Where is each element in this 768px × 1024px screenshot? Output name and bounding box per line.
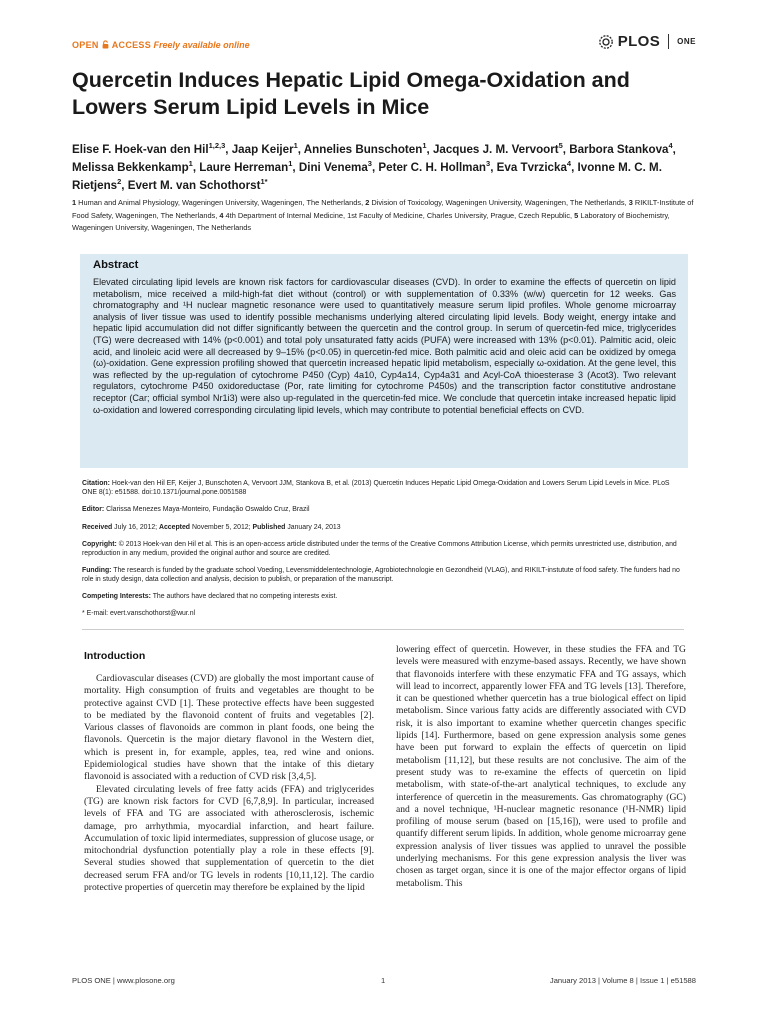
published-label: Published	[252, 524, 286, 531]
competing-label: Competing Interests:	[82, 593, 151, 600]
abstract-text: Elevated circulating lipid levels are known risk factors for cardiovascular diseases (CVD). In order to examine the effects of quercetin on lipid metabolism, mice received a mild-high-fat diet without (control) or with supplementation of 0.33% (w/w) quercetin for 12 weeks. Gas chromatography and ¹H nuclear magnetic resonance were used to quantitatively measure serum lipid profiles. Whole genome microarray analysis of liver tissue was used to identify possible mechanisms underlying altered circulating lipid levels. Body weight, energy intake and hepatic lipid accumulation did not differ significantly between the quercetin and the control group. In serum of quercetin-fed mice, triglycerides (TG) were decreased with 14% (p<0.001) and total poly unsaturated fatty acids (PUFA) were increased with 13% (p<0.01). Palmitic acid, oleic acid, and linoleic acid were all decreased by 9–15% (p<0.05) in quercetin-fed mice. Both palmitic acid and oleic acid can be oxidized by omega (ω)-oxidation. Gene expression profiling showed that quercetin increased hepatic lipid metabolism, especially ω-oxidation. At the gene level, this was reflected by the up-regulation of cytochrome P450 (Cyp) 4a10, Cyp4a14, Cyp4a31 and Acyl-CoA thioesterase 3 (Acot3). Two relevant regulators, cytochrome P450 oxidoreductase (Por, rate limiting for cytochrome P450s) and the transcription factor constitutive androstane receptor (Car; official symbol Nr1i3) were also up-regulated in the quercetin-fed mice. We conclude that quercetin intake increased hepatic lipid ω-oxidation and lowered corresponding circulating lipid levels, which may contribute to potential beneficial effects on CVD.	[93, 277, 676, 415]
affiliation-number: 3	[628, 198, 635, 207]
affiliation-number: 4	[219, 210, 226, 220]
introduction-heading: Introduction	[84, 650, 146, 662]
author-name: Barbora Stankova	[569, 143, 669, 156]
copyright-label: Copyright:	[82, 541, 117, 548]
affiliation-number: 5	[574, 210, 581, 220]
access-label: ACCESS	[111, 40, 152, 50]
author-affiliation-marker: 3	[486, 159, 491, 169]
editor-text: Clarissa Menezes Maya-Monteiro, Fundação Oswaldo Cruz, Brazil	[104, 506, 310, 513]
author-name: Annelies Bunschoten	[303, 143, 423, 156]
intro-paragraph-1: Cardiovascular diseases (CVD) are globally the most important cause of mortality. High consumption of fruits and vegetables are thought to be protective against CVD [1]. These protective effects have been suggested to be mediated by the flavonoid content of fruits and vegetables [2]. Various classes of flavonoids are common in plant foods, one being the flavonols. Quercetin is the major dietary flavonol in the Western diet, which is present in, for example, apples, tea, red wine and onions. Epidemiological studies have shown that the intake of this dietary flavonoid is associated with a reduction of CVD risk [3,4,5].	[84, 673, 374, 783]
affiliation-number: 1	[72, 198, 79, 207]
copyright	[82, 540, 684, 558]
affiliations	[72, 197, 712, 235]
received-date: July 16, 2012;	[112, 524, 159, 531]
accepted-date: November 5, 2012;	[190, 524, 253, 531]
author-affiliation-marker: 1*	[260, 177, 268, 187]
author-name: Elise F. Hoek-van den Hil	[72, 143, 209, 156]
open-access-banner	[72, 40, 250, 50]
freely-available-label: Freely available online	[153, 40, 250, 50]
footer-issue: January 2013 | Volume 8 | Issue 1 | e51588	[549, 976, 696, 985]
author-affiliation-marker: 4	[668, 141, 673, 151]
competing-interests	[82, 592, 684, 601]
copyright-text: © 2013 Hoek-van den Hil et al. This is an open-access article distributed under the terms of the Creative Commons Attribution License, which permits unrestricted use, distribution, and reproduction in any medium, provided the original author and source are credited.	[82, 541, 677, 557]
received-label: Received	[82, 524, 113, 531]
funding	[82, 566, 684, 584]
open-label: OPEN	[72, 40, 99, 50]
author-affiliation-marker: 2	[117, 177, 122, 187]
author-affiliation-marker: 3	[367, 159, 372, 169]
competing-text: The authors have declared that no competing interests exist.	[150, 593, 338, 600]
journal-name: ONE	[677, 37, 696, 46]
editor-label: Editor:	[82, 506, 105, 513]
right-column	[396, 644, 686, 890]
author-affiliation-marker: 1	[293, 141, 298, 151]
citation-label: Citation:	[82, 480, 110, 487]
published-date: January 24, 2013	[285, 524, 341, 531]
author-name: Jacques J. M. Vervoort	[432, 143, 559, 156]
section-divider	[82, 629, 684, 630]
dates	[82, 523, 684, 532]
author-name: Dini Venema	[298, 161, 368, 174]
author-name: Laure Herreman	[199, 161, 289, 174]
intro-paragraph-2: Elevated circulating levels of free fatty acids (FFA) and triglycerides (TG) are known risk factors for CVD [6,7,8,9]. In particular, increased levels of FFA and TG are associated with atherosclerosis, ischemic damage, pro arrhythmia, myocardial infarction, and heart failure. Accumulation of toxic lipid intermediates, suppression of glucose usage, or mitochondrial dysfunction potentially play a role in these effects [9]. Several studies showed that supplementation of quercetin to the diet decreased serum FFA and/or TG levels in rodents [10,11,12]. The cardio protective properties of quercetin may therefore be explained by the lipid	[84, 783, 374, 894]
logo-divider	[668, 34, 669, 49]
intro-paragraph-3: lowering effect of quercetin. However, in these studies the FFA and TG levels were measured with enzyme-based assays. Recently, we have shown that flavonoids interfere with these enzymatic FFA and TG assays, which will lead to incorrect, apparently lower FFA and TG levels [13]. Therefore, it can be questioned whether quercetin has a true biological effect on lipid metabolism. Since various fatty acids are differently associated with CVD risk, it is also important to examine whether quercetin changes specific lipids [14]. Furthermore, based on gene expression analysis some genes have been put forward to explain the effects of quercetin on lipid metabolism [11,12], but these results are not conclusive. The aim of the present study was to re-examine the effects of quercetin on lipid metabolism, with state-of-the-art analytical techniques, to exclude any interference of quercetin in the measurements. Gas chromatography (GC) and a novel technique, ¹H-nuclear magnetic resonance (¹H-NMR) lipid profiling of mouse serum (based on [15,16]), were used to profile and quantify different serum lipids. In addition, whole genome microarray gene expression analysis of liver tissues was applied to unravel the possible underlying mechanisms. For this gene expression analysis the liver was chosen as target organ, since it is one of the major effector organs of lipid metabolism. This	[396, 644, 686, 889]
accepted-label: Accepted	[159, 524, 191, 531]
author-name: Eva Tvrzicka	[496, 161, 567, 174]
author-affiliation-marker: 4	[566, 159, 572, 169]
author-affiliation-marker: 1,2,3	[208, 141, 226, 151]
affiliation-text: Division of Toxicology, Wageningen University, Wageningen, The Netherlands,	[371, 198, 629, 207]
author-affiliation-marker: 1	[288, 159, 293, 169]
affiliation-text: Human and Animal Physiology, Wageningen University, Wageningen, The Netherlands,	[78, 198, 366, 207]
abstract-heading: Abstract	[93, 259, 139, 271]
funding-text: The research is funded by the graduate school Voeding, Levensmiddelentechnologie, Agrobiotechnologie en Gezondheid (VLAG), and RIKILT-instutute of food safety. The funders had no role in study design, data collection and analysis, decision to publish, or preparation of the manuscript.	[82, 567, 680, 583]
footer-journal[interactable]: PLOS ONE | www.plosone.org	[72, 976, 175, 985]
author-affiliation-marker: 1	[422, 141, 427, 151]
open-lock-icon	[101, 40, 110, 49]
funding-label: Funding:	[82, 567, 112, 574]
editor	[82, 505, 684, 514]
affiliation-text: RIKILT-Institute of Food Safety, Wageningen, The Netherlands,	[72, 198, 694, 220]
author-name: Ivonne M. C. M. Rietjens	[72, 161, 662, 192]
page-number: 1	[381, 976, 386, 985]
plos-gear-icon	[598, 34, 614, 50]
affiliation-number: 2	[365, 198, 372, 207]
author-name: Evert M. van Schothorst	[127, 179, 261, 192]
left-column	[84, 673, 374, 894]
plos-one-logo[interactable]	[598, 33, 696, 50]
author-affiliation-marker: 1	[188, 159, 193, 169]
author-affiliation-marker: 5	[558, 141, 563, 151]
author-list: Elise F. Hoek-van den Hil$^{1,2,3}$, Jaap Keijer$^1$, Annelies Bunschoten$^1$, Jacques J. M. Vervoort$^5$, Barbora Stankova$^4$, Melissa Bekkenkamp$^1$, Laure Herreman$^1$, Dini Venema$^3$, Peter C. H. Hollman$^3$, Eva Tvrzicka$^4$, Ivonne M. C. M. Rietjens$^2$, Evert M. van Schothorst$^{1*}$	[72, 141, 676, 192]
author-name: Jaap Keijer	[231, 143, 294, 156]
plos-logo-text: PLOS	[617, 33, 661, 50]
affiliation-text: 4th Department of Internal Medicine, 1st Faculty of Medicine, Charles University, Prague, Czech Republic,	[225, 210, 575, 220]
author-name: Peter C. H. Hollman	[378, 161, 487, 174]
article-title: Quercetin Induces Hepatic Lipid Omega-Oxidation and Lowers Serum Lipid Levels in Mice	[72, 68, 630, 119]
email-line[interactable]: * E-mail: evert.vanschothorst@wur.nl	[82, 610, 196, 617]
author-name: Melissa Bekkenkamp	[72, 161, 189, 174]
citation-text: Hoek-van den Hil EF, Keijer J, Bunschoten A, Vervoort JJM, Stankova B, et al. (2013) Quercetin Induces Hepatic Lipid Omega-Oxidation and Lowers Serum Lipid Levels in Mice. PLoS ONE 8(1): e51588. doi:10.1371/journal.pone.0051588	[82, 480, 670, 496]
affiliation-text: Laboratory of Biochemistry, Wageningen University, Wageningen, The Netherlands	[72, 210, 670, 232]
citation	[82, 479, 684, 497]
